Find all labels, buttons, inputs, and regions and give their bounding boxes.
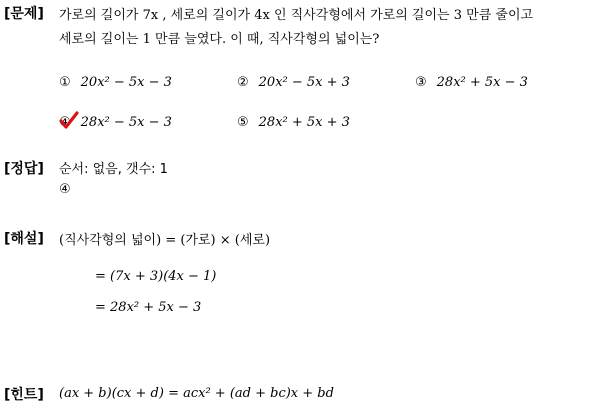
option-5[interactable] [237, 115, 350, 130]
option-3-number: ③ [415, 75, 427, 90]
option-1-expression: 20x² − 5x − 3 [80, 75, 172, 90]
option-3[interactable] [415, 75, 528, 90]
option-1[interactable] [59, 75, 172, 90]
option-5-number: ⑤ [237, 115, 249, 130]
answer-text-line-1: 순서: 없음, 갯수: 1 [59, 162, 168, 177]
answer-text-line-2: ④ [59, 182, 71, 197]
explanation-line-2: = (7x + 3)(4x − 1) [95, 269, 217, 284]
explanation-line-3: = 28x² + 5x − 3 [95, 300, 202, 315]
hint-label: [힌트] [4, 387, 44, 403]
check-mark-icon [58, 110, 80, 132]
hint-line-1: (ax + b)(cx + d) = acx² + (ad + bc)x + bd [59, 386, 334, 401]
option-1-number: ① [59, 75, 71, 90]
problem-label: [문제] [4, 6, 44, 22]
problem-text-line-1: 가로의 길이가 7x , 세로의 길이가 4x 인 직사각형에서 가로의 길이는 3 만큼 줄이고 [59, 8, 534, 23]
option-2-number: ② [237, 75, 249, 90]
option-4-expression: 28x² − 5x − 3 [80, 115, 172, 130]
problem-text-line-2: 세로의 길이는 1 만큼 늘였다. 이 때, 직사각형의 넓이는? [59, 32, 380, 47]
explanation-line-1: (직사각형의 넓이) = (가로) × (세로) [59, 233, 271, 248]
option-2[interactable] [237, 75, 350, 90]
explanation-label: [해설] [4, 231, 44, 247]
option-3-expression: 28x² + 5x − 3 [436, 75, 528, 90]
option-5-expression: 28x² + 5x + 3 [258, 115, 350, 130]
option-2-expression: 20x² − 5x + 3 [258, 75, 350, 90]
option-4-number: ④ [59, 115, 71, 130]
answer-label: [정답] [4, 161, 44, 177]
